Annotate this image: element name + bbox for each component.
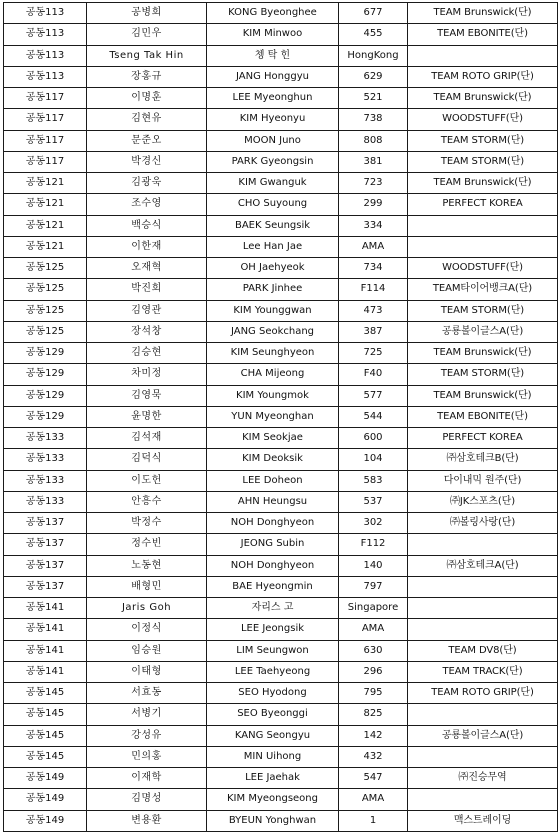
romanized-name-cell: KANG Seongyu xyxy=(207,725,339,746)
romanized-name-cell: BYEUN Yonghwan xyxy=(207,810,339,831)
table-row xyxy=(4,619,558,640)
number-cell: 432 xyxy=(339,746,408,767)
number-cell: AMA xyxy=(339,789,408,810)
number-cell: 521 xyxy=(339,88,408,109)
romanized-name-cell: MOON Juno xyxy=(207,130,339,151)
name-cell: 김석재 xyxy=(87,428,207,449)
team-cell: TEAM STORM(단) xyxy=(408,151,558,172)
romanized-name-cell: Lee Han Jae xyxy=(207,236,339,257)
rank-cell: 공동129 xyxy=(4,364,87,385)
romanized-name-cell: BAE Hyeongmin xyxy=(207,576,339,597)
table-row xyxy=(4,109,558,130)
rank-cell: 공동137 xyxy=(4,555,87,576)
team-cell: 공룡볼이글스A(단) xyxy=(408,321,558,342)
team-cell: TEAM Brunswick(단) xyxy=(408,385,558,406)
name-cell: 민의홍 xyxy=(87,746,207,767)
rank-cell: 공동149 xyxy=(4,789,87,810)
table-row xyxy=(4,406,558,427)
romanized-name-cell: KIM Myeongseong xyxy=(207,789,339,810)
name-cell: 문준오 xyxy=(87,130,207,151)
rank-cell: 공동125 xyxy=(4,300,87,321)
number-cell: 473 xyxy=(339,300,408,321)
number-cell: 677 xyxy=(339,3,408,24)
rank-cell: 공동113 xyxy=(4,24,87,45)
number-cell: 547 xyxy=(339,768,408,789)
name-cell: 박경신 xyxy=(87,151,207,172)
team-cell: ㈜진승무역 xyxy=(408,768,558,789)
name-cell: 정수빈 xyxy=(87,534,207,555)
number-cell: 302 xyxy=(339,513,408,534)
rank-cell: 공동133 xyxy=(4,428,87,449)
table-row xyxy=(4,385,558,406)
romanized-name-cell: LEE Jeongsik xyxy=(207,619,339,640)
number-cell: 455 xyxy=(339,24,408,45)
table-row xyxy=(4,470,558,491)
table-row xyxy=(4,725,558,746)
table-row xyxy=(4,45,558,66)
number-cell: 723 xyxy=(339,173,408,194)
table-row xyxy=(4,640,558,661)
rank-cell: 공동125 xyxy=(4,258,87,279)
table-row xyxy=(4,789,558,810)
number-cell: 629 xyxy=(339,66,408,87)
romanized-name-cell: 쳉 탁 힌 xyxy=(207,45,339,66)
rank-cell: 공동137 xyxy=(4,513,87,534)
table-row xyxy=(4,151,558,172)
team-cell: WOODSTUFF(단) xyxy=(408,258,558,279)
romanized-name-cell: KIM Younggwan xyxy=(207,300,339,321)
rank-cell: 공동121 xyxy=(4,194,87,215)
table-row xyxy=(4,130,558,151)
name-cell: 이태형 xyxy=(87,661,207,682)
number-cell: Singapore xyxy=(339,598,408,619)
table-row xyxy=(4,576,558,597)
rank-cell: 공동149 xyxy=(4,768,87,789)
number-cell: 537 xyxy=(339,491,408,512)
romanized-name-cell: KIM Deoksik xyxy=(207,449,339,470)
table-row xyxy=(4,534,558,555)
name-cell: 김승현 xyxy=(87,343,207,364)
romanized-name-cell: MIN Uihong xyxy=(207,746,339,767)
name-cell: 이명훈 xyxy=(87,88,207,109)
number-cell: 630 xyxy=(339,640,408,661)
rank-cell: 공동113 xyxy=(4,45,87,66)
romanized-name-cell: JANG Honggyu xyxy=(207,66,339,87)
team-cell: ㈜볼링사랑(단) xyxy=(408,513,558,534)
name-cell: 김영관 xyxy=(87,300,207,321)
rank-cell: 공동117 xyxy=(4,130,87,151)
table-row xyxy=(4,598,558,619)
table-row xyxy=(4,661,558,682)
table-row xyxy=(4,236,558,257)
number-cell: AMA xyxy=(339,236,408,257)
team-cell xyxy=(408,619,558,640)
table-row xyxy=(4,364,558,385)
number-cell: 334 xyxy=(339,215,408,236)
name-cell: 박정수 xyxy=(87,513,207,534)
name-cell: 오재혁 xyxy=(87,258,207,279)
name-cell: 김현유 xyxy=(87,109,207,130)
romanized-name-cell: LEE Doheon xyxy=(207,470,339,491)
name-cell: 김영묵 xyxy=(87,385,207,406)
rank-cell: 공동133 xyxy=(4,470,87,491)
number-cell: 296 xyxy=(339,661,408,682)
rank-cell: 공동121 xyxy=(4,215,87,236)
name-cell: Jaris Goh xyxy=(87,598,207,619)
number-cell: HongKong xyxy=(339,45,408,66)
number-cell: F114 xyxy=(339,279,408,300)
number-cell: F112 xyxy=(339,534,408,555)
team-cell: TEAM EBONITE(단) xyxy=(408,24,558,45)
name-cell: 이정식 xyxy=(87,619,207,640)
number-cell: 140 xyxy=(339,555,408,576)
name-cell: 이도헌 xyxy=(87,470,207,491)
romanized-name-cell: PARK Gyeongsin xyxy=(207,151,339,172)
team-cell xyxy=(408,789,558,810)
table-row xyxy=(4,428,558,449)
romanized-name-cell: BAEK Seungsik xyxy=(207,215,339,236)
table-row xyxy=(4,555,558,576)
team-cell: 맥스트레이딩 xyxy=(408,810,558,831)
name-cell: 배형민 xyxy=(87,576,207,597)
team-cell: WOODSTUFF(단) xyxy=(408,109,558,130)
rank-cell: 공동129 xyxy=(4,385,87,406)
name-cell: 장홍규 xyxy=(87,66,207,87)
table-row xyxy=(4,746,558,767)
team-cell: TEAM ROTO GRIP(단) xyxy=(408,683,558,704)
table-row xyxy=(4,683,558,704)
name-cell: 이한재 xyxy=(87,236,207,257)
team-cell: 다이내믹 원주(단) xyxy=(408,470,558,491)
name-cell: 김광욱 xyxy=(87,173,207,194)
table-row xyxy=(4,258,558,279)
rank-cell: 공동137 xyxy=(4,534,87,555)
romanized-name-cell: LEE Myeonghun xyxy=(207,88,339,109)
number-cell: 825 xyxy=(339,704,408,725)
romanized-name-cell: 자리스 고 xyxy=(207,598,339,619)
rank-cell: 공동113 xyxy=(4,3,87,24)
name-cell: 김덕식 xyxy=(87,449,207,470)
romanized-name-cell: CHA Mijeong xyxy=(207,364,339,385)
romanized-name-cell: JANG Seokchang xyxy=(207,321,339,342)
team-cell: TEAM Brunswick(단) xyxy=(408,88,558,109)
team-cell: TEAM DV8(단) xyxy=(408,640,558,661)
number-cell: 381 xyxy=(339,151,408,172)
number-cell: 583 xyxy=(339,470,408,491)
table-row xyxy=(4,88,558,109)
romanized-name-cell: SEO Byeonggi xyxy=(207,704,339,725)
team-cell xyxy=(408,704,558,725)
name-cell: 강성유 xyxy=(87,725,207,746)
team-cell xyxy=(408,215,558,236)
team-cell: TEAM STORM(단) xyxy=(408,300,558,321)
name-cell: 변용환 xyxy=(87,810,207,831)
romanized-name-cell: JEONG Subin xyxy=(207,534,339,555)
table-row xyxy=(4,343,558,364)
team-cell: TEAM STORM(단) xyxy=(408,130,558,151)
number-cell: 142 xyxy=(339,725,408,746)
romanized-name-cell: YUN Myeonghan xyxy=(207,406,339,427)
name-cell: 임승원 xyxy=(87,640,207,661)
table-row xyxy=(4,24,558,45)
team-cell: TEAM TRACK(단) xyxy=(408,661,558,682)
table-row xyxy=(4,768,558,789)
romanized-name-cell: KIM Minwoo xyxy=(207,24,339,45)
name-cell: 이재학 xyxy=(87,768,207,789)
table-row xyxy=(4,491,558,512)
team-cell: ㈜삼호테크B(단) xyxy=(408,449,558,470)
rank-cell: 공동145 xyxy=(4,704,87,725)
rank-cell: 공동121 xyxy=(4,173,87,194)
team-cell xyxy=(408,746,558,767)
table-row xyxy=(4,321,558,342)
table-row xyxy=(4,704,558,725)
team-cell: ㈜삼호테크A(단) xyxy=(408,555,558,576)
team-cell: PERFECT KOREA xyxy=(408,194,558,215)
number-cell: 387 xyxy=(339,321,408,342)
name-cell: 노동현 xyxy=(87,555,207,576)
table-row xyxy=(4,173,558,194)
team-cell: TEAM ROTO GRIP(단) xyxy=(408,66,558,87)
table-row xyxy=(4,449,558,470)
name-cell: 공병희 xyxy=(87,3,207,24)
team-cell: TEAM Brunswick(단) xyxy=(408,173,558,194)
team-cell: ㈜JK스포츠(단) xyxy=(408,491,558,512)
rank-cell: 공동133 xyxy=(4,449,87,470)
rank-cell: 공동113 xyxy=(4,66,87,87)
rank-cell: 공동141 xyxy=(4,619,87,640)
rank-cell: 공동117 xyxy=(4,109,87,130)
rank-cell: 공동117 xyxy=(4,88,87,109)
name-cell: 김명성 xyxy=(87,789,207,810)
name-cell: 안흥수 xyxy=(87,491,207,512)
number-cell: 544 xyxy=(339,406,408,427)
romanized-name-cell: KIM Seunghyeon xyxy=(207,343,339,364)
team-cell xyxy=(408,236,558,257)
rank-cell: 공동145 xyxy=(4,683,87,704)
table-row xyxy=(4,300,558,321)
romanized-name-cell: AHN Heungsu xyxy=(207,491,339,512)
team-cell: 공룡볼이글스A(단) xyxy=(408,725,558,746)
team-cell: TEAM STORM(단) xyxy=(408,364,558,385)
name-cell: 박진희 xyxy=(87,279,207,300)
rank-cell: 공동149 xyxy=(4,810,87,831)
number-cell: 104 xyxy=(339,449,408,470)
name-cell: 백승식 xyxy=(87,215,207,236)
number-cell: 797 xyxy=(339,576,408,597)
results-table xyxy=(3,2,558,832)
team-cell: TEAM Brunswick(단) xyxy=(408,3,558,24)
name-cell: Tseng Tak Hin xyxy=(87,45,207,66)
team-cell: TEAM EBONITE(단) xyxy=(408,406,558,427)
number-cell: 600 xyxy=(339,428,408,449)
team-cell: TEAM타이어뱅크A(단) xyxy=(408,279,558,300)
romanized-name-cell: KONG Byeonghee xyxy=(207,3,339,24)
romanized-name-cell: PARK Jinhee xyxy=(207,279,339,300)
rank-cell: 공동129 xyxy=(4,406,87,427)
rank-cell: 공동137 xyxy=(4,576,87,597)
romanized-name-cell: SEO Hyodong xyxy=(207,683,339,704)
team-cell xyxy=(408,45,558,66)
table-row xyxy=(4,810,558,831)
number-cell: AMA xyxy=(339,619,408,640)
rank-cell: 공동125 xyxy=(4,279,87,300)
romanized-name-cell: OH Jaehyeok xyxy=(207,258,339,279)
team-cell xyxy=(408,598,558,619)
name-cell: 차미정 xyxy=(87,364,207,385)
romanized-name-cell: KIM Hyeonyu xyxy=(207,109,339,130)
number-cell: 808 xyxy=(339,130,408,151)
romanized-name-cell: LEE Jaehak xyxy=(207,768,339,789)
table-row xyxy=(4,215,558,236)
team-cell: PERFECT KOREA xyxy=(408,428,558,449)
rank-cell: 공동141 xyxy=(4,661,87,682)
number-cell: 795 xyxy=(339,683,408,704)
romanized-name-cell: KIM Youngmok xyxy=(207,385,339,406)
table-row xyxy=(4,66,558,87)
romanized-name-cell: LEE Taehyeong xyxy=(207,661,339,682)
number-cell: 1 xyxy=(339,810,408,831)
name-cell: 윤명한 xyxy=(87,406,207,427)
name-cell: 서효동 xyxy=(87,683,207,704)
romanized-name-cell: CHO Suyoung xyxy=(207,194,339,215)
team-cell xyxy=(408,534,558,555)
table-row xyxy=(4,279,558,300)
number-cell: 577 xyxy=(339,385,408,406)
romanized-name-cell: NOH Donghyeon xyxy=(207,555,339,576)
number-cell: 734 xyxy=(339,258,408,279)
number-cell: 738 xyxy=(339,109,408,130)
name-cell: 장석창 xyxy=(87,321,207,342)
team-cell xyxy=(408,576,558,597)
romanized-name-cell: KIM Gwanguk xyxy=(207,173,339,194)
rank-cell: 공동145 xyxy=(4,725,87,746)
rank-cell: 공동141 xyxy=(4,598,87,619)
rank-cell: 공동129 xyxy=(4,343,87,364)
romanized-name-cell: KIM Seokjae xyxy=(207,428,339,449)
number-cell: 725 xyxy=(339,343,408,364)
rank-cell: 공동145 xyxy=(4,746,87,767)
table-row xyxy=(4,194,558,215)
romanized-name-cell: NOH Donghyeon xyxy=(207,513,339,534)
name-cell: 조수영 xyxy=(87,194,207,215)
name-cell: 김민우 xyxy=(87,24,207,45)
team-cell: TEAM Brunswick(단) xyxy=(408,343,558,364)
table-row xyxy=(4,3,558,24)
rank-cell: 공동141 xyxy=(4,640,87,661)
name-cell: 서병기 xyxy=(87,704,207,725)
results-table-body xyxy=(4,3,558,832)
rank-cell: 공동133 xyxy=(4,491,87,512)
number-cell: F40 xyxy=(339,364,408,385)
rank-cell: 공동117 xyxy=(4,151,87,172)
romanized-name-cell: LIM Seungwon xyxy=(207,640,339,661)
table-row xyxy=(4,513,558,534)
number-cell: 299 xyxy=(339,194,408,215)
rank-cell: 공동121 xyxy=(4,236,87,257)
rank-cell: 공동125 xyxy=(4,321,87,342)
